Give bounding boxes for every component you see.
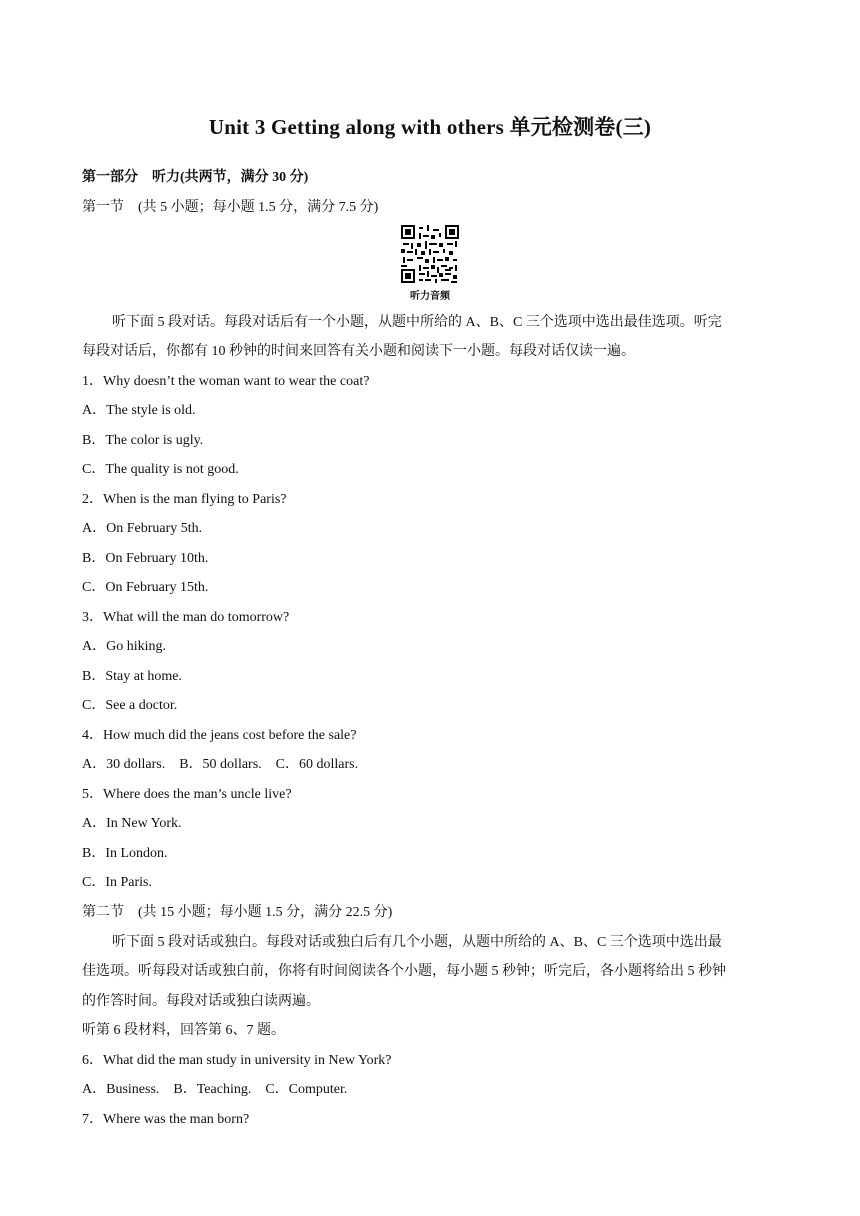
question-2-option-b: B．On February 10th. <box>82 551 209 566</box>
question-2: 2．When is the man flying to Paris? <box>82 492 287 507</box>
section2-instructions-line3: 的作答时间。每段对话或独白读两遍。 <box>82 994 320 1009</box>
question-7: 7．Where was the man born? <box>82 1112 250 1127</box>
question-4: 4．How much did the jeans cost before the sale? <box>82 728 357 743</box>
question-1: 1．Why doesn’t the woman want to wear the coat? <box>82 374 370 389</box>
question-5: 5．Where does the man’s uncle live? <box>82 787 292 802</box>
question-1-option-c: C．The quality is not good. <box>82 462 239 477</box>
question-5-option-a: A．In New York. <box>82 816 182 831</box>
qr-code-icon <box>401 225 459 283</box>
question-1-option-b: B．The color is ugly. <box>82 433 204 448</box>
question-2-option-a: A．On February 5th. <box>82 521 203 536</box>
question-3-option-a: A．Go hiking. <box>82 639 166 654</box>
question-5-option-c: C．In Paris. <box>82 875 152 890</box>
part1-heading: 第一部分 听力(共两节，满分 30 分) <box>82 170 309 185</box>
question-6-options: A．Business. B．Teaching. C．Computer. <box>82 1082 348 1097</box>
question-5-option-b: B．In London. <box>82 846 168 861</box>
section2-heading: 第二节 (共 15 小题；每小题 1.5 分，满分 22.5 分) <box>82 905 393 920</box>
question-2-option-c: C．On February 15th. <box>82 580 209 595</box>
page-title: Unit 3 Getting along with others 单元检测卷(三) <box>208 115 652 139</box>
question-4-options: A．30 dollars. B．50 dollars. C．60 dollars. <box>82 757 359 772</box>
section1-instructions-line2: 每段对话后，你都有 10 秒钟的时间来回答有关小题和阅读下一小题。每段对话仅读一遍。 <box>82 344 635 359</box>
section2-instructions-line1: 听下面 5 段对话或独白。每段对话或独白后有几个小题，从题中所给的 A、B、C 三个选项中选出最 <box>112 935 722 950</box>
question-1-option-a: A．The style is old. <box>82 403 196 418</box>
question-3-option-c: C．See a doctor. <box>82 698 178 713</box>
question-3: 3．What will the man do tomorrow? <box>82 610 290 625</box>
qr-label: 听力音频 <box>410 291 450 302</box>
question-3-option-b: B．Stay at home. <box>82 669 182 684</box>
question-6: 6．What did the man study in university in New York? <box>82 1053 392 1068</box>
section2-instructions-line2: 佳选项。听每段对话或独白前，你将有时间阅读各个小题，每小题 5 秒钟；听完后，各小题将给出 5 秒钟 <box>82 964 726 979</box>
material-6-instruction: 听第 6 段材料，回答第 6、7 题。 <box>82 1023 285 1038</box>
section1-heading: 第一节 (共 5 小题；每小题 1.5 分，满分 7.5 分) <box>82 200 379 215</box>
section1-instructions-line1: 听下面 5 段对话。每段对话后有一个小题，从题中所给的 A、B、C 三个选项中选出最佳选项。听完 <box>112 315 722 330</box>
